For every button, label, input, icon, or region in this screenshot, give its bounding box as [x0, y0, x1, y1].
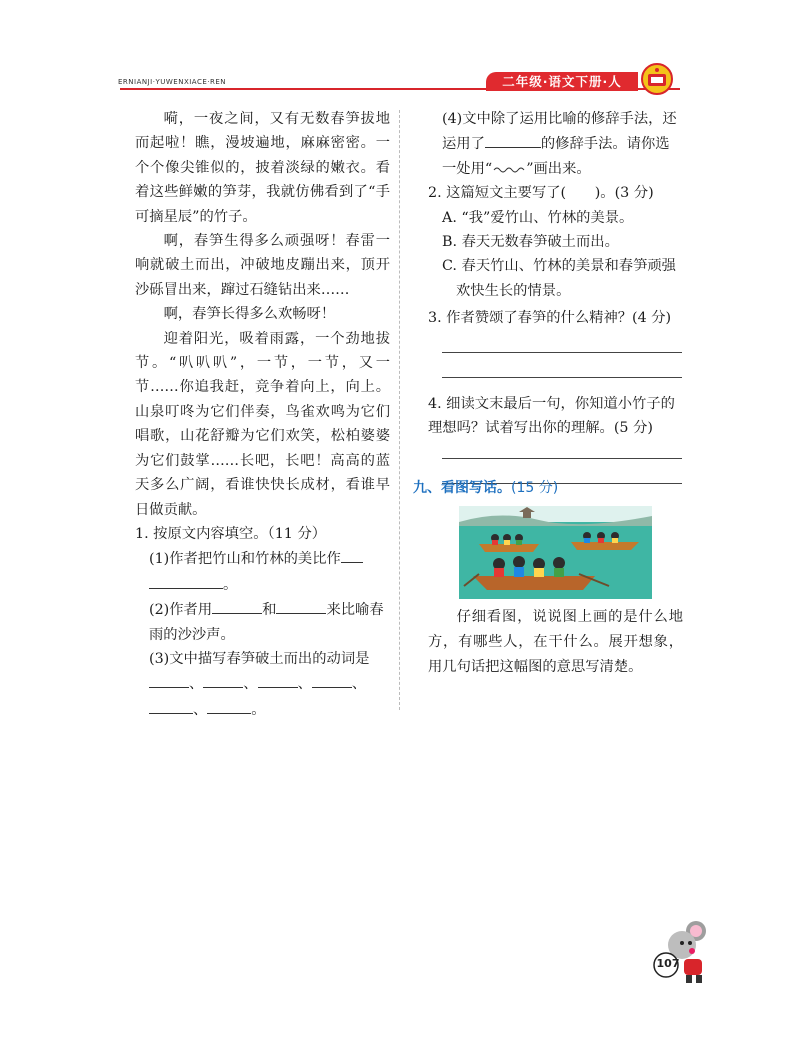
header-grade-label: 二年级·语文下册·人	[486, 72, 638, 91]
separator: 、	[297, 676, 312, 693]
section-title-text: 九、看图写话。	[413, 480, 511, 496]
answer-line[interactable]	[442, 352, 682, 353]
right-column	[428, 107, 683, 484]
separator: 。	[251, 701, 266, 718]
mouse-mascot-icon	[652, 919, 714, 984]
answer-blank[interactable]	[341, 546, 363, 563]
passage-paragraph: 迎着阳光，吸着雨露，一个劲地拔节。“叭叭叭”，一节，一节，又一节……你追我赶，竞争着向上，向上。山泉叮咚为它们伴奏，鸟雀欢鸣为它们唱歌，山花舒瓣为它们欢笑，松柏婆婆为它们鼓掌……长吧，长吧！高高的蓝天多么广阔，看谁快快长成材，看谁早日做贡献。	[135, 330, 390, 518]
question-text: 和	[262, 602, 277, 619]
question-text: (2)作者用	[149, 602, 213, 619]
question-1-1	[135, 546, 390, 597]
question-2-title: 2. 这篇短文主要写了( )。(3 分)	[428, 185, 654, 202]
question-1-3	[135, 647, 390, 722]
question-text: ”画出来。	[526, 160, 591, 177]
question-text: (1)作者把竹山和竹林的美比作	[149, 551, 341, 568]
question-text: (3)文中描写春笋破土而出的动词是	[149, 650, 370, 667]
answer-line[interactable]	[442, 458, 682, 459]
instruction-text: 仔细看图，说说图上画的是什么地方，有哪些人，在干什么。展开想象，用几句话把这幅图的意思写清楚。	[428, 609, 683, 675]
answer-blank[interactable]	[276, 597, 326, 614]
question-1-4	[428, 107, 683, 181]
boating-illustration	[459, 506, 652, 599]
question-text: (4)文中除了运用比喻的修辞手法，还运用了	[442, 111, 677, 153]
option-c[interactable]: C. 春天竹山、竹林的美景和春笋顽强欢快生长的情景。	[442, 258, 676, 299]
page-number: 107	[656, 957, 680, 970]
book-logo-icon	[640, 63, 674, 95]
answer-blank[interactable]	[149, 671, 189, 688]
question-text: 来比喻春雨的沙沙声。	[149, 602, 384, 643]
answer-blank[interactable]	[207, 697, 251, 714]
answer-blank[interactable]	[258, 671, 298, 688]
section-points: (15 分)	[511, 480, 559, 496]
question-1-title: 1. 按原文内容填空。（11 分）	[135, 525, 327, 542]
answer-blank[interactable]	[203, 671, 243, 688]
answer-blank[interactable]	[212, 597, 262, 614]
separator: 、	[243, 676, 258, 693]
answer-blank[interactable]	[149, 697, 193, 714]
column-divider	[399, 110, 400, 710]
option-a[interactable]: A. “我”爱竹山、竹林的美景。	[442, 209, 634, 226]
answer-blank[interactable]	[485, 131, 541, 148]
question-3-title: 3. 作者赞颂了春笋的什么精神？(4 分)	[428, 310, 672, 327]
separator: 、	[189, 676, 204, 693]
separator: 、	[193, 701, 208, 718]
section-9-title	[413, 477, 558, 497]
question-4-title: 4. 细读文末最后一句，你知道小竹子的理想吗？试着写出你的理解。(5 分)	[428, 395, 675, 437]
answer-line[interactable]	[442, 377, 682, 378]
answer-blank[interactable]	[312, 671, 352, 688]
left-column	[135, 107, 390, 722]
question-1-2	[135, 597, 390, 647]
answer-blank[interactable]	[149, 572, 223, 589]
passage-paragraph: 啊，春笋长得多么欢畅呀！	[163, 306, 336, 323]
wavy-underline-icon	[492, 164, 526, 174]
option-b[interactable]: B. 春天无数春笋破土而出。	[442, 234, 619, 251]
passage-paragraph: 啊，春笋生得多么顽强呀！春雷一响就破土而出，冲破地皮蹦出来，顶开沙砾冒出来，蹿过石缝钻出来……	[135, 233, 390, 298]
header-pinyin: ERNIANJI·YUWENXIACE·REN	[118, 78, 227, 86]
section-9-instruction	[428, 605, 683, 680]
question-text: 。	[223, 576, 238, 593]
separator: 、	[351, 676, 367, 693]
passage-paragraph: 嗬，一夜之间，又有无数春笋拔地而起啦！瞧，漫坡遍地，麻麻密密。一个个像尖锥似的，披着淡绿的嫩衣。看着这些鲜嫩的笋芽，我就仿佛看到了“手可摘星辰”的竹子。	[135, 111, 390, 225]
question-text: 的修辞手法。请你选一处用“	[442, 136, 670, 177]
